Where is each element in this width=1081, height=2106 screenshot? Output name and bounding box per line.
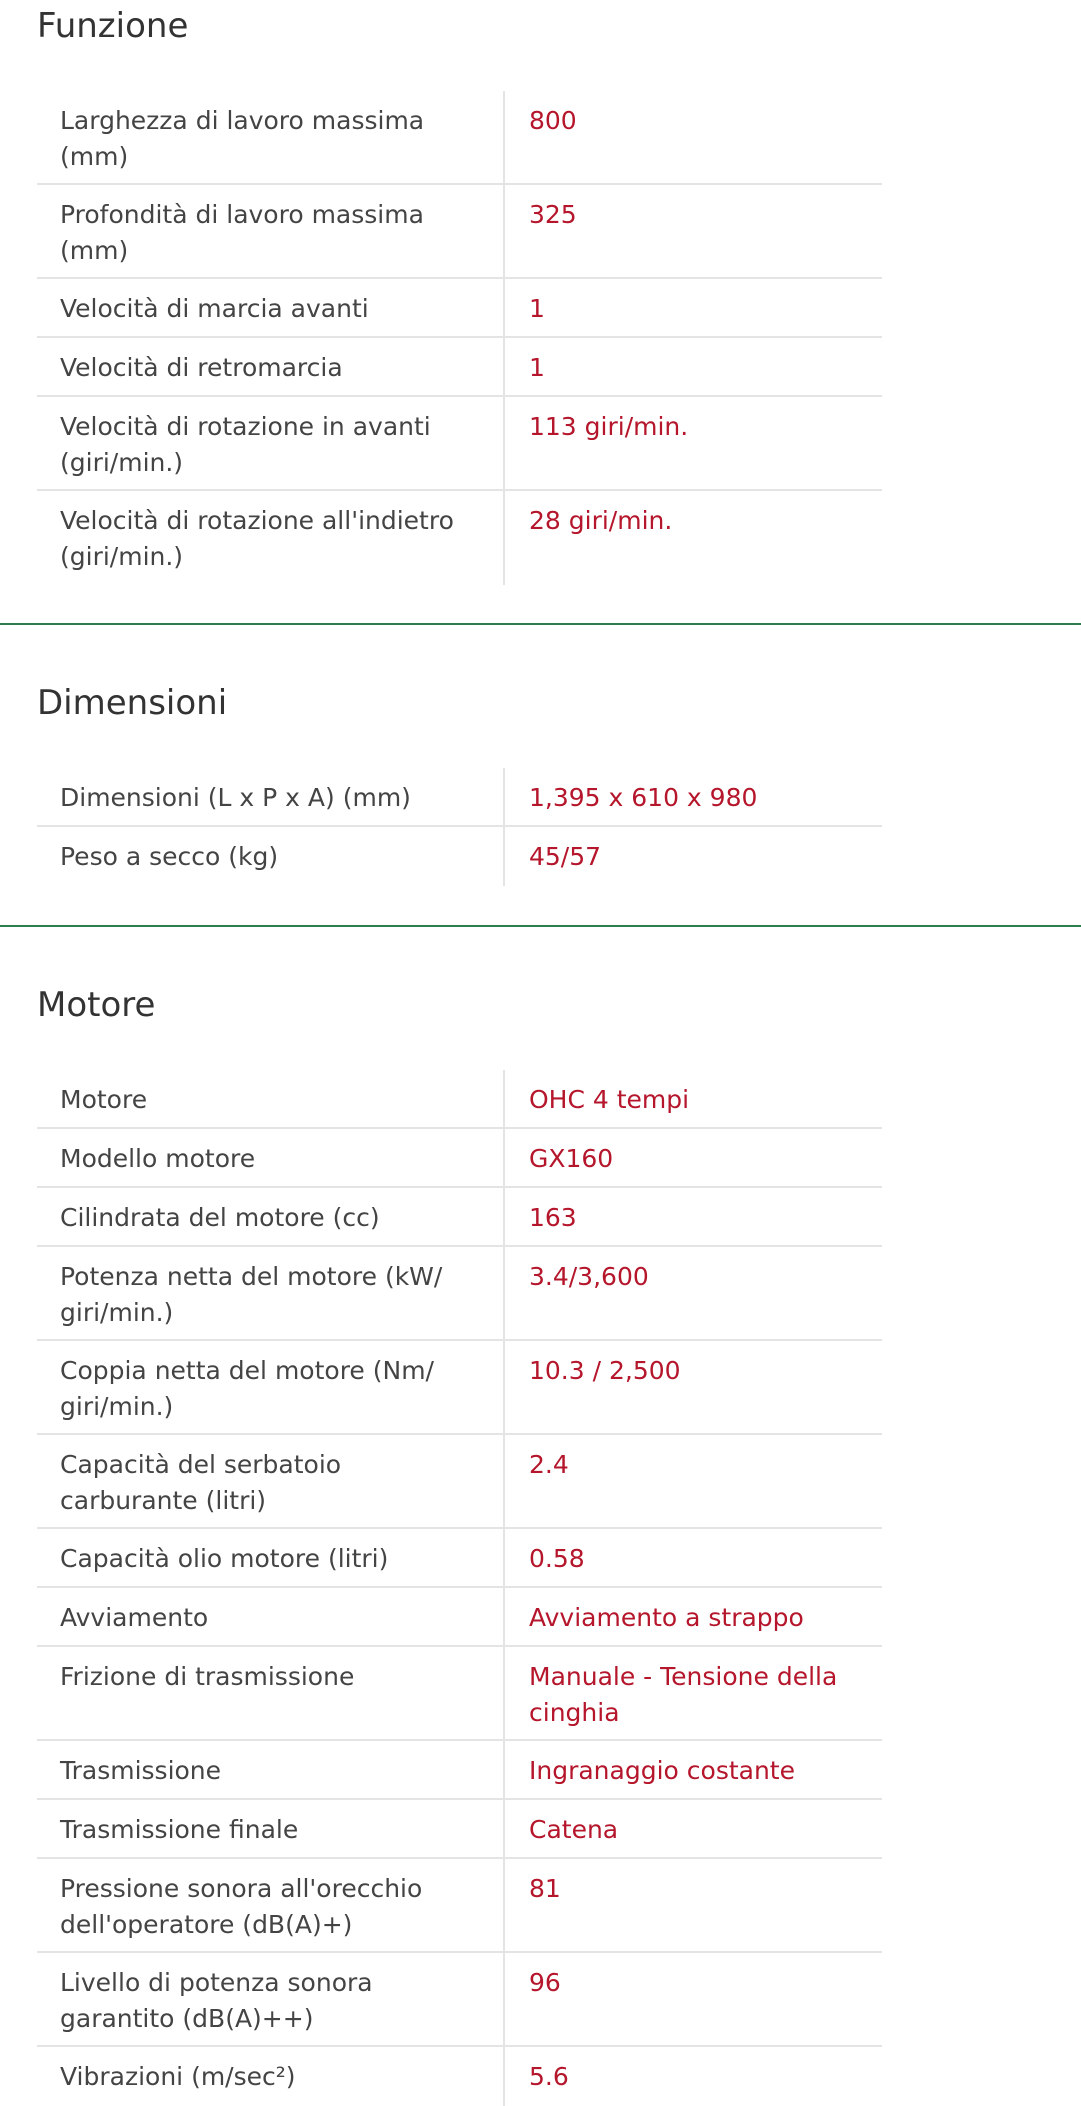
- spec-value: GX160: [529, 1144, 614, 1173]
- spec-value: 81: [529, 1874, 561, 1903]
- spec-value: 163: [529, 1203, 577, 1232]
- spec-value: Avviamento a strappo: [529, 1603, 804, 1632]
- spec-value: 800: [529, 106, 577, 135]
- spec-label: Velocità di rotazione in avanti (giri/min.): [37, 397, 505, 489]
- spec-label: Profondità di lavoro massima (mm): [37, 185, 505, 277]
- spec-label: Larghezza di lavoro massima (mm): [37, 91, 505, 183]
- table-row: [37, 1529, 882, 1588]
- spec-value: 1: [529, 353, 545, 382]
- table-row: [37, 338, 882, 397]
- table-row: [37, 185, 882, 279]
- spec-label: Motore: [37, 1070, 505, 1127]
- section-title-motore: Motore: [37, 985, 156, 1025]
- table-row: [37, 2047, 882, 2106]
- table-row: [37, 1647, 882, 1741]
- spec-value: OHC 4 tempi: [529, 1085, 690, 1114]
- spec-label: Avviamento: [37, 1588, 505, 1645]
- spec-value: 325: [529, 200, 577, 229]
- spec-value: 3.4/3,600: [529, 1262, 649, 1291]
- spec-label: Capacità del serbatoio carburante (litri): [37, 1435, 505, 1527]
- section-divider: [0, 925, 1081, 927]
- spec-label: Capacità olio motore (litri): [37, 1529, 505, 1586]
- table-row: [37, 279, 882, 338]
- table-row: [37, 1435, 882, 1529]
- table-row: [37, 827, 882, 886]
- spec-table-dimensioni: [37, 768, 882, 886]
- spec-label: Velocità di rotazione all'indietro (giri/min.): [37, 491, 505, 585]
- spec-table-funzione: [37, 91, 882, 585]
- table-row: [37, 397, 882, 491]
- spec-value: 2.4: [529, 1450, 569, 1479]
- table-row: [37, 1588, 882, 1647]
- spec-label: Trasmissione: [37, 1741, 505, 1798]
- table-row: [37, 1953, 882, 2047]
- spec-label: Livello di potenza sonora garantito (dB(A)++): [37, 1953, 505, 2045]
- spec-table-motore: [37, 1070, 882, 2106]
- spec-value: 10.3 / 2,500: [529, 1356, 681, 1385]
- spec-label: Coppia netta del motore (Nm/ giri/min.): [37, 1341, 505, 1433]
- spec-label: Cilindrata del motore (cc): [37, 1188, 505, 1245]
- spec-label: Pressione sonora all'orecchio dell'operatore (dB(A)+): [37, 1859, 505, 1951]
- spec-label: Potenza netta del motore (kW/ giri/min.): [37, 1247, 505, 1339]
- table-row: [37, 491, 882, 585]
- table-row: [37, 768, 882, 827]
- spec-value: 96: [529, 1968, 561, 1997]
- spec-value: 5.6: [529, 2062, 569, 2091]
- spec-value: Catena: [529, 1815, 619, 1844]
- table-row: [37, 1741, 882, 1800]
- spec-label: Modello motore: [37, 1129, 505, 1186]
- spec-value: Manuale - Tensione della cinghia: [529, 1662, 838, 1727]
- table-row: [37, 1800, 882, 1859]
- section-title-dimensioni: Dimensioni: [37, 683, 228, 723]
- spec-value: 0.58: [529, 1544, 585, 1573]
- spec-label: Velocità di marcia avanti: [37, 279, 505, 336]
- spec-value: 28 giri/min.: [529, 506, 673, 535]
- table-row: [37, 1070, 882, 1129]
- spec-value: Ingranaggio costante: [529, 1756, 795, 1785]
- spec-value: 1: [529, 294, 545, 323]
- section-divider: [0, 623, 1081, 625]
- spec-label: Peso a secco (kg): [37, 827, 505, 886]
- spec-value: 1,395 x 610 x 980: [529, 783, 758, 812]
- spec-label: Trasmissione finale: [37, 1800, 505, 1857]
- table-row: [37, 1859, 882, 1953]
- table-row: [37, 1188, 882, 1247]
- table-row: [37, 91, 882, 185]
- spec-label: Vibrazioni (m/sec²): [37, 2047, 505, 2106]
- table-row: [37, 1341, 882, 1435]
- spec-value: 113 giri/min.: [529, 412, 689, 441]
- spec-label: Velocità di retromarcia: [37, 338, 505, 395]
- table-row: [37, 1129, 882, 1188]
- spec-label: Frizione di trasmissione: [37, 1647, 505, 1739]
- spec-value: 45/57: [529, 842, 602, 871]
- spec-label: Dimensioni (L x P x A) (mm): [37, 768, 505, 825]
- section-title-funzione: Funzione: [37, 6, 189, 46]
- table-row: [37, 1247, 882, 1341]
